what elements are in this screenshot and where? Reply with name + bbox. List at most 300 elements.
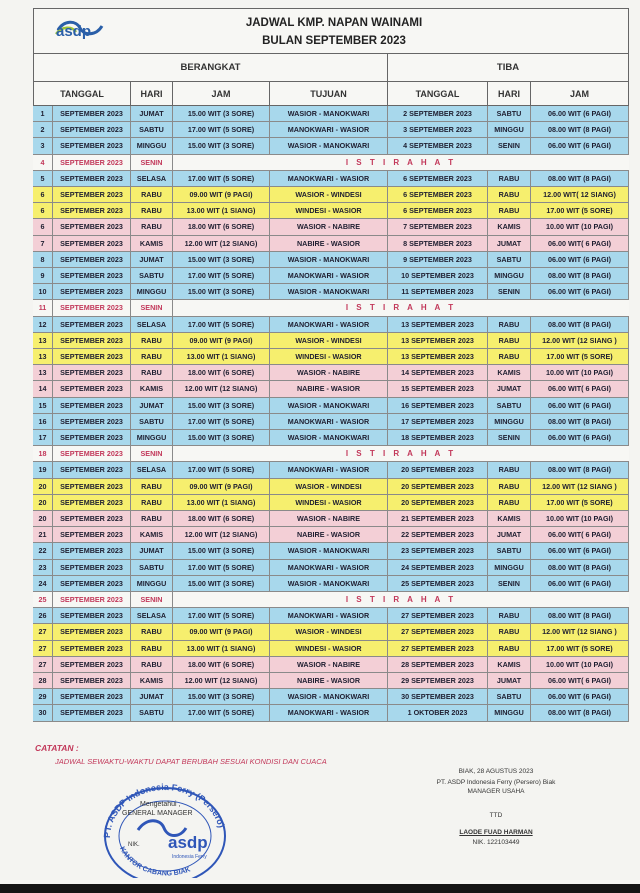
cell-number: 25 [33,592,53,607]
cell-date: SEPTEMBER 2023 [53,203,131,218]
cell-number: 16 [33,414,53,429]
cell-arrival-time: 12.00 WIT (12 SIANG ) [531,479,629,494]
table-row-rest [33,155,629,171]
cell-number: 21 [33,527,53,542]
cell-time: 15.00 WIT (3 SORE) [173,689,270,704]
col-jam: JAM [173,82,270,106]
cell-arrival-time: 12.00 WIT (12 SIANG ) [531,333,629,348]
cell-date: SEPTEMBER 2023 [53,608,131,623]
cell-time: 09.00 WIT (9 PAGI) [173,333,270,348]
cell-route: WASIOR - WINDESI [270,479,388,494]
cell-arrival-date: 29 SEPTEMBER 2023 [388,673,488,688]
cell-date: SEPTEMBER 2023 [53,300,131,315]
sign-company: PT. ASDP Indonesia Ferry (Persero) Biak [436,779,556,786]
table-row [33,624,629,640]
cell-number: 4 [33,155,53,170]
rest-label: I S T I R A H A T [345,595,457,604]
cell-day: MINGGU [131,576,173,591]
cell-arrival-date: 30 SEPTEMBER 2023 [388,689,488,704]
stamp-ring-top: PT. ASDP Indonesia Ferry (Persero) [101,781,227,839]
cell-number: 14 [33,381,53,396]
cell-day: SABTU [131,122,173,137]
cell-route: WINDESI - WASIOR [270,495,388,510]
cell-arrival-day: RABU [488,641,531,656]
cell-date: SEPTEMBER 2023 [53,495,131,510]
cell-arrival-date: 21 SEPTEMBER 2023 [388,511,488,526]
cell-time: 12.00 WIT (12 SIANG) [173,381,270,396]
cell-date: SEPTEMBER 2023 [53,527,131,542]
cell-arrival-time: 06.00 WIT (6 PAGI) [531,252,629,267]
table-row [33,203,629,219]
cell-arrival-time: 06.00 WIT (6 PAGI) [531,689,629,704]
cell-route: WASIOR - MANOKWARI [270,138,388,153]
cell-date: SEPTEMBER 2023 [53,689,131,704]
cell-arrival-time: 17.00 WIT (5 SORE) [531,641,629,656]
col-tiba-hari: HARI [488,82,531,106]
cell-arrival-time: 06.00 WIT( 6 PAGI) [531,527,629,542]
cell-number: 2 [33,122,53,137]
cell-number: 9 [33,268,53,283]
sign-ttd: TTD [489,812,503,819]
cell-route: NABIRE - WASIOR [270,381,388,396]
stamp-center-sub: Indonesia Ferry [172,854,207,860]
schedule-subtitle: BULAN SEPTEMBER 2023 [262,35,406,47]
cell-number: 7 [33,236,53,251]
cell-arrival-date: 20 SEPTEMBER 2023 [388,462,488,477]
cell-route: MANOKWARI - WASIOR [270,171,388,186]
col-hari: HARI [131,82,173,106]
cell-time: 17.00 WIT (5 SORE) [173,705,270,720]
cell-number: 10 [33,284,53,299]
cell-arrival-time: 08.00 WIT (8 PAGI) [531,705,629,720]
left-sign-line2: GENERAL MANAGER [122,810,193,817]
cell-day: RABU [131,333,173,348]
cell-day: SENIN [131,592,173,607]
cell-day: SABTU [131,705,173,720]
group-berangkat: BERANGKAT [33,54,388,82]
table-row [33,349,629,365]
cell-arrival-day: MINGGU [488,268,531,283]
table-row [33,430,629,446]
col-tiba-jam: JAM [531,82,629,106]
cell-arrival-day: MINGGU [488,705,531,720]
table-row [33,171,629,187]
cell-arrival-day: RABU [488,608,531,623]
cell-route: MANOKWARI - WASIOR [270,122,388,137]
cell-number: 13 [33,365,53,380]
cell-number: 22 [33,543,53,558]
cell-day: RABU [131,657,173,672]
cell-day: RABU [131,641,173,656]
cell-arrival-time: 06.00 WIT( 6 PAGI) [531,236,629,251]
table-row [33,122,629,138]
cell-route: WASIOR - MANOKWARI [270,689,388,704]
cell-arrival-day: JUMAT [488,673,531,688]
cell-arrival-time: 08.00 WIT (8 PAGI) [531,171,629,186]
cell-day: RABU [131,219,173,234]
cell-number: 6 [33,219,53,234]
table-row [33,657,629,673]
cell-day: RABU [131,624,173,639]
cell-number: 29 [33,689,53,704]
cell-arrival-day: RABU [488,349,531,364]
cell-route: WASIOR - NABIRE [270,511,388,526]
cell-time: 17.00 WIT (5 SORE) [173,122,270,137]
cell-day: MINGGU [131,138,173,153]
cell-arrival-date: 1 OKTOBER 2023 [388,705,488,720]
cell-date: SEPTEMBER 2023 [53,543,131,558]
cell-arrival-day: KAMIS [488,657,531,672]
cell-arrival-day: RABU [488,462,531,477]
table-row [33,333,629,349]
cell-arrival-date: 15 SEPTEMBER 2023 [388,381,488,396]
cell-arrival-date: 6 SEPTEMBER 2023 [388,203,488,218]
cell-arrival-day: SENIN [488,138,531,153]
cell-arrival-date: 10 SEPTEMBER 2023 [388,268,488,283]
cell-time: 15.00 WIT (3 SORE) [173,284,270,299]
cell-arrival-date: 20 SEPTEMBER 2023 [388,479,488,494]
cell-arrival-date: 3 SEPTEMBER 2023 [388,122,488,137]
cell-arrival-day: JUMAT [488,236,531,251]
cell-route: MANOKWARI - WASIOR [270,317,388,332]
cell-day: SABTU [131,414,173,429]
cell-arrival-time: 08.00 WIT (8 PAGI) [531,608,629,623]
cell-arrival-date: 27 SEPTEMBER 2023 [388,641,488,656]
cell-time: 15.00 WIT (3 SORE) [173,252,270,267]
cell-arrival-time: 06.00 WIT (6 PAGI) [531,284,629,299]
cell-arrival-date: 25 SEPTEMBER 2023 [388,576,488,591]
cell-time: 15.00 WIT (3 SORE) [173,138,270,153]
cell-route: WASIOR - WINDESI [270,624,388,639]
cell-arrival-time: 06.00 WIT( 6 PAGI) [531,381,629,396]
cell-day: SELASA [131,317,173,332]
cell-route: WASIOR - MANOKWARI [270,430,388,445]
company-stamp-icon [90,778,240,878]
cell-date: SEPTEMBER 2023 [53,171,131,186]
left-sign-line1: Mengetahui , [140,801,181,808]
cell-time: 12.00 WIT (12 SIANG) [173,236,270,251]
cell-arrival-date: 13 SEPTEMBER 2023 [388,333,488,348]
cell-route: WASIOR - MANOKWARI [270,284,388,299]
cell-arrival-date: 24 SEPTEMBER 2023 [388,560,488,575]
table-row [33,608,629,624]
cell-day: SENIN [131,155,173,170]
cell-arrival-day: MINGGU [488,122,531,137]
cell-time: 13.00 WIT (1 SIANG) [173,495,270,510]
cell-arrival-day: SENIN [488,576,531,591]
cell-number: 1 [33,106,53,121]
cell-number: 8 [33,252,53,267]
cell-number: 24 [33,576,53,591]
cell-arrival-date: 18 SEPTEMBER 2023 [388,430,488,445]
cell-day: SENIN [131,446,173,461]
cell-number: 12 [33,317,53,332]
cell-arrival-day: JUMAT [488,527,531,542]
cell-arrival-time: 12.00 WIT( 12 SIANG) [531,187,629,202]
cell-number: 27 [33,657,53,672]
cell-day: RABU [131,479,173,494]
cell-time: 17.00 WIT (5 SORE) [173,414,270,429]
notes-text: JADWAL SEWAKTU-WAKTU DAPAT BERUBAH SESUAI KONDISI DAN CUACA [55,757,327,766]
cell-arrival-day: RABU [488,495,531,510]
cell-arrival-day: SABTU [488,689,531,704]
cell-arrival-time: 17.00 WIT (5 SORE) [531,349,629,364]
cell-date: SEPTEMBER 2023 [53,479,131,494]
cell-route: WASIOR - MANOKWARI [270,398,388,413]
table-row [33,462,629,478]
col-tujuan: TUJUAN [270,82,388,106]
cell-number: 13 [33,333,53,348]
cell-day: RABU [131,203,173,218]
cell-date: SEPTEMBER 2023 [53,576,131,591]
cell-day: SENIN [131,300,173,315]
cell-day: MINGGU [131,284,173,299]
cell-arrival-time: 08.00 WIT (8 PAGI) [531,122,629,137]
cell-day: JUMAT [131,398,173,413]
cell-number: 5 [33,171,53,186]
table-row [33,236,629,252]
cell-day: KAMIS [131,673,173,688]
cell-date: SEPTEMBER 2023 [53,592,131,607]
cell-arrival-day: RABU [488,624,531,639]
cell-arrival-time: 10.00 WIT (10 PAGI) [531,511,629,526]
table-row [33,543,629,559]
table-row [33,705,629,721]
cell-arrival-date: 11 SEPTEMBER 2023 [388,284,488,299]
cell-route: MANOKWARI - WASIOR [270,268,388,283]
table-row [33,511,629,527]
cell-number: 26 [33,608,53,623]
table-row-rest [33,300,629,316]
cell-date: SEPTEMBER 2023 [53,349,131,364]
cell-arrival-day: SABTU [488,543,531,558]
rest-label: I S T I R A H A T [345,157,457,167]
cell-arrival-day: MINGGU [488,560,531,575]
cell-arrival-date: 14 SEPTEMBER 2023 [388,365,488,380]
cell-number: 20 [33,495,53,510]
table-row [33,560,629,576]
cell-date: SEPTEMBER 2023 [53,511,131,526]
cell-number: 28 [33,673,53,688]
cell-route: NABIRE - WASIOR [270,527,388,542]
stamp-ring-bottom: KANTOR CABANG BIAK [118,845,192,878]
schedule-table [33,8,629,726]
cell-arrival-day: KAMIS [488,365,531,380]
cell-route: MANOKWARI - WASIOR [270,705,388,720]
cell-date: SEPTEMBER 2023 [53,236,131,251]
cell-date: SEPTEMBER 2023 [53,155,131,170]
cell-number: 23 [33,560,53,575]
table-row [33,641,629,657]
cell-arrival-time: 08.00 WIT (8 PAGI) [531,268,629,283]
cell-time: 17.00 WIT (5 SORE) [173,560,270,575]
cell-arrival-day: SABTU [488,398,531,413]
cell-route: WASIOR - NABIRE [270,219,388,234]
cell-number: 13 [33,349,53,364]
cell-arrival-date: 2 SEPTEMBER 2023 [388,106,488,121]
cell-arrival-date: 22 SEPTEMBER 2023 [388,527,488,542]
cell-arrival-date: 16 SEPTEMBER 2023 [388,398,488,413]
table-row [33,252,629,268]
cell-arrival-date: 27 SEPTEMBER 2023 [388,608,488,623]
col-tanggal: TANGGAL [33,82,131,106]
cell-arrival-time: 06.00 WIT (6 PAGI) [531,576,629,591]
cell-arrival-time: 06.00 WIT (6 PAGI) [531,398,629,413]
sign-name: LAODE FUAD HARMAN [459,829,533,836]
cell-route: WASIOR - MANOKWARI [270,576,388,591]
cell-arrival-time: 06.00 WIT (6 PAGI) [531,543,629,558]
cell-arrival-day: RABU [488,317,531,332]
cell-route: NABIRE - WASIOR [270,673,388,688]
cell-date: SEPTEMBER 2023 [53,673,131,688]
cell-arrival-time: 08.00 WIT (8 PAGI) [531,462,629,477]
cell-time: 17.00 WIT (5 SORE) [173,462,270,477]
table-row [33,219,629,235]
cell-day: JUMAT [131,106,173,121]
cell-route: MANOKWARI - WASIOR [270,560,388,575]
cell-arrival-time: 08.00 WIT (8 PAGI) [531,560,629,575]
cell-day: RABU [131,495,173,510]
cell-arrival-day: JUMAT [488,381,531,396]
table-row [33,527,629,543]
table-row [33,576,629,592]
table-row [33,479,629,495]
cell-date: SEPTEMBER 2023 [53,187,131,202]
cell-arrival-date: 6 SEPTEMBER 2023 [388,171,488,186]
cell-arrival-day: RABU [488,187,531,202]
cell-day: RABU [131,365,173,380]
cell-day: JUMAT [131,689,173,704]
table-row [33,365,629,381]
cell-date: SEPTEMBER 2023 [53,284,131,299]
sign-place-date: BIAK, 28 AGUSTUS 2023 [458,768,534,775]
cell-number: 3 [33,138,53,153]
table-row [33,187,629,203]
cell-arrival-day: RABU [488,171,531,186]
cell-time: 13.00 WIT (1 SIANG) [173,203,270,218]
table-row [33,689,629,705]
cell-number: 30 [33,705,53,720]
cell-date: SEPTEMBER 2023 [53,317,131,332]
cell-arrival-date: 4 SEPTEMBER 2023 [388,138,488,153]
cell-route: WINDESI - WASIOR [270,349,388,364]
cell-arrival-time: 06.00 WIT (6 PAGI) [531,106,629,121]
cell-time: 17.00 WIT (5 SORE) [173,608,270,623]
cell-number: 11 [33,300,53,315]
cell-route: WASIOR - WINDESI [270,187,388,202]
cell-arrival-time: 08.00 WIT (8 PAGI) [531,317,629,332]
cell-date: SEPTEMBER 2023 [53,381,131,396]
cell-arrival-day: RABU [488,333,531,348]
cell-time: 18.00 WIT (6 SORE) [173,219,270,234]
table-row-rest [33,592,629,608]
cell-date: SEPTEMBER 2023 [53,106,131,121]
cell-route: WASIOR - MANOKWARI [270,252,388,267]
table-row [33,495,629,511]
cell-day: KAMIS [131,236,173,251]
cell-arrival-date: 28 SEPTEMBER 2023 [388,657,488,672]
cell-date: SEPTEMBER 2023 [53,414,131,429]
cell-route: WASIOR - MANOKWARI [270,543,388,558]
cell-date: SEPTEMBER 2023 [53,705,131,720]
cell-arrival-time: 06.00 WIT (6 PAGI) [531,138,629,153]
cell-arrival-time: 06.00 WIT (6 PAGI) [531,430,629,445]
cell-date: SEPTEMBER 2023 [53,219,131,234]
table-row [33,398,629,414]
rest-label: I S T I R A H A T [345,449,457,459]
cell-arrival-date: 17 SEPTEMBER 2023 [388,414,488,429]
cell-day: JUMAT [131,543,173,558]
cell-date: SEPTEMBER 2023 [53,333,131,348]
table-row [33,673,629,689]
cell-day: RABU [131,187,173,202]
table-row [33,317,629,333]
cell-arrival-date: 9 SEPTEMBER 2023 [388,252,488,267]
cell-number: 18 [33,446,53,461]
cell-arrival-day: SENIN [488,430,531,445]
cell-time: 15.00 WIT (3 SORE) [173,576,270,591]
cell-number: 6 [33,187,53,202]
sign-position: MANAGER USAHA [467,788,525,795]
cell-arrival-date: 13 SEPTEMBER 2023 [388,317,488,332]
cell-date: SEPTEMBER 2023 [53,624,131,639]
cell-time: 13.00 WIT (1 SIANG) [173,641,270,656]
table-header [33,8,629,54]
cell-arrival-time: 12.00 WIT (12 SIANG ) [531,624,629,639]
cell-route: MANOKWARI - WASIOR [270,414,388,429]
cell-arrival-date: 23 SEPTEMBER 2023 [388,543,488,558]
cell-arrival-day: SABTU [488,252,531,267]
cell-time: 09.00 WIT (9 PAGI) [173,187,270,202]
cell-day: JUMAT [131,252,173,267]
cell-time: 15.00 WIT (3 SORE) [173,398,270,413]
cell-number: 6 [33,203,53,218]
cell-arrival-day: RABU [488,479,531,494]
logo-text: asdp [56,23,92,40]
cell-number: 19 [33,462,53,477]
cell-arrival-time: 17.00 WIT (5 SORE) [531,495,629,510]
cell-number: 20 [33,479,53,494]
cell-date: SEPTEMBER 2023 [53,430,131,445]
table-row [33,284,629,300]
cell-date: SEPTEMBER 2023 [53,560,131,575]
cell-time: 17.00 WIT (5 SORE) [173,317,270,332]
table-row [33,138,629,154]
notes-heading: CATATAN : [35,743,79,753]
cell-number: 17 [33,430,53,445]
cell-arrival-time: 10.00 WIT (10 PAGI) [531,219,629,234]
cell-number: 15 [33,398,53,413]
table-row [33,381,629,397]
cell-time: 17.00 WIT (5 SORE) [173,268,270,283]
cell-number: 20 [33,511,53,526]
cell-arrival-day: SABTU [488,106,531,121]
cell-time: 15.00 WIT (3 SORE) [173,106,270,121]
cell-arrival-time: 10.00 WIT (10 PAGI) [531,657,629,672]
cell-time: 18.00 WIT (6 SORE) [173,365,270,380]
cell-arrival-date: 20 SEPTEMBER 2023 [388,495,488,510]
cell-time: 17.00 WIT (5 SORE) [173,171,270,186]
cell-time: 12.00 WIT (12 SIANG) [173,527,270,542]
cell-date: SEPTEMBER 2023 [53,657,131,672]
group-tiba: TIBA [388,54,629,82]
cell-route: MANOKWARI - WASIOR [270,608,388,623]
cell-route: WINDESI - WASIOR [270,203,388,218]
cell-time: 12.00 WIT (12 SIANG) [173,673,270,688]
cell-arrival-date: 7 SEPTEMBER 2023 [388,219,488,234]
cell-time: 18.00 WIT (6 SORE) [173,657,270,672]
cell-arrival-time: 17.00 WIT (5 SORE) [531,203,629,218]
